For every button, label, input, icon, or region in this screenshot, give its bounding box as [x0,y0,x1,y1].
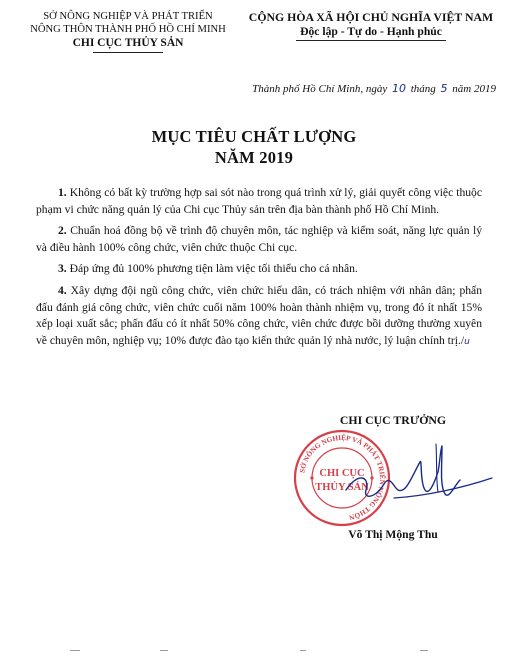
dateline [246,82,496,95]
signatory-title: CHI CỤC TRƯỞNG [339,413,447,427]
dateline-prefix: Thành phố Hồ Chí Minh, ngày [252,83,388,95]
seal-center-line-2: THỦY SẢN [315,482,369,493]
seal-star-left [310,476,313,479]
objective-text: Chuẩn hoá đồng bộ về trình độ chuyên môn, tác nghiệp và kiểm soát, năng lực quản lý và điều hành 100% công chức, viên chức thuộc Chi cục. [36,224,482,254]
scan-mark [70,650,80,651]
nation-name: CỘNG HÒA XÃ HỘI CHỦ NGHĨA VIỆT NAM [248,10,494,24]
scan-mark [300,650,306,651]
national-motto: Độc lập - Tự do - Hạnh phúc [300,25,442,38]
seal-center-line-1: CHI CỤC [319,468,365,479]
objective-number: 2. [58,224,67,238]
scan-mark [420,650,428,651]
dateline-day: 10 [391,82,406,95]
agency-line-2: NÔNG THÔN THÀNH PHỐ HỒ CHÍ MINH [30,24,226,35]
initials-mark: u [464,336,470,347]
objective-item [36,261,482,278]
objectives-list [36,185,482,355]
motto-underline [296,40,446,41]
dateline-month: 5 [440,82,448,95]
dateline-year: năm 2019 [452,83,496,95]
objective-text: Đáp ứng đủ 100% phương tiện làm việc tối thiểu cho cá nhân. [69,262,358,276]
objective-item [36,185,482,218]
objective-number: 1. [58,186,67,199]
signatory-name: Võ Thị Mộng Thu [348,528,438,541]
objective-number: 3. [58,262,67,276]
org-name: CHI CỤC THỦY SẢN [72,37,184,49]
document-title-year: NĂM 2019 [214,148,294,167]
objective-item [36,223,482,256]
seal-ring-text: SỞ NÔNG NGHIỆP VÀ PHÁT TRIỂN NÔNG THÔN [298,433,387,522]
objective-text: Không có bất kỳ trường hợp sai sót nào trong quá trình xử lý, giải quyết công việc thuộc phạm vi chức năng quản lý của Chi cục Thủy sản trên địa bàn thành phố Hồ Chí Minh. [36,186,482,216]
org-underline [93,52,163,53]
scan-mark [160,650,168,651]
objective-number: 4. [58,283,67,297]
objective-item [36,283,482,350]
handwritten-signature [336,432,496,522]
national-header-block [246,10,496,41]
dateline-month-word: tháng [410,83,436,95]
document-title: MỤC TIÊU CHẤT LƯỢNG [151,127,357,146]
objective-text: Xây dựng đội ngũ công chức, viên chức hiểu dân, có trách nhiệm với nhân dân; phấn đấu đánh giá công chức, viên chức cuối năm 100% hoàn thành nhiệm vụ, trong đó ít nhất 15% xếp loại xuất sắc; phấn đấu có ít nhất 50% công chức, viên chức được bồi dưỡng thường xuyên về chuyên môn, nghiệp vụ; 10% được đào tạo kiến thức quản lý nhà nước, lý luận chính trị./ [36,283,482,347]
issuing-agency-block [18,10,238,53]
agency-line-1: SỞ NÔNG NGHIỆP VÀ PHÁT TRIỂN [43,11,213,22]
